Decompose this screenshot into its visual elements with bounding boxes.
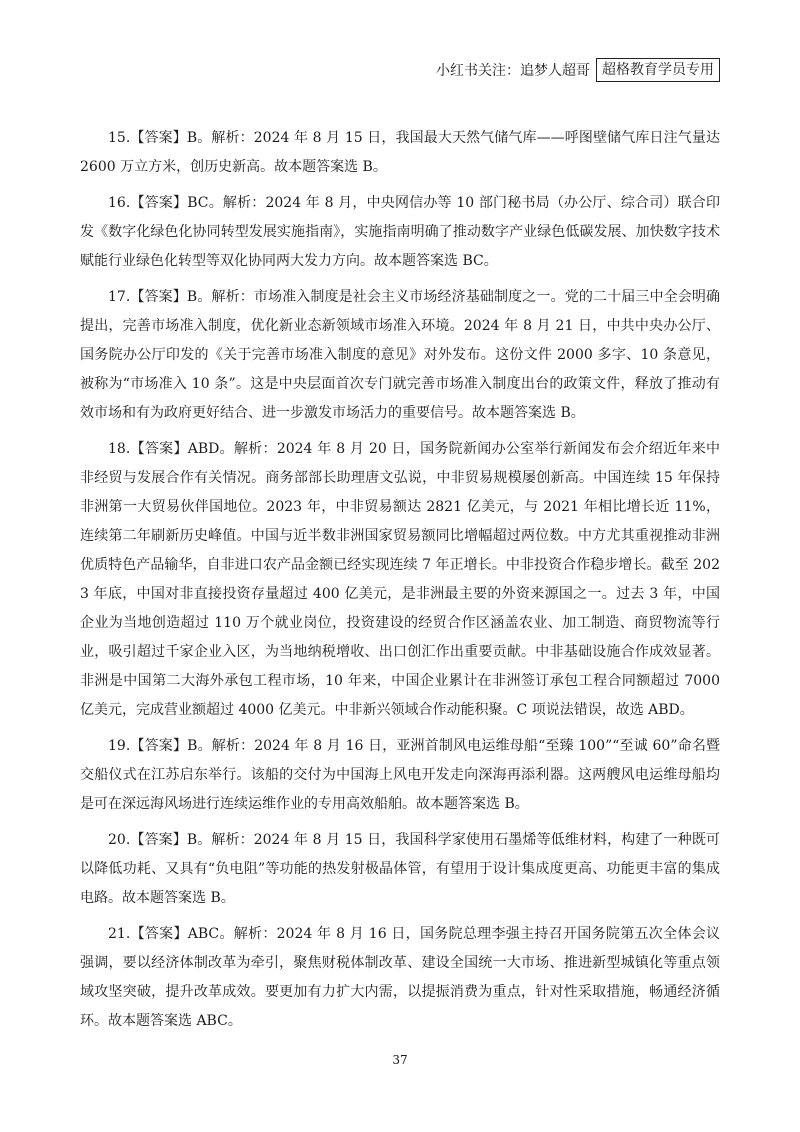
page-header: [436, 58, 720, 82]
answer-paragraph-21: 21.【答案】ABC。解析：2024 年 8 月 16 日，国务院总理李强主持召开国务院第五次全体会议强调，要以经济体制改革为牵引，聚焦财税体制改革、建设全国统一大市场、推进新型城镇化等重点领域攻坚突破，提升改革成效。要更加有力扩大内需，以提振消费为重点，针对性采取措施，畅通经济循环。故本题答案选 ABC。: [80, 926, 720, 1029]
answer-paragraph-15: 15.【答案】B。解析：2024 年 8 月 15 日，我国最大天然气储气库——呼图壁储气库日注气量达 2600 万立方米，创历史新高。故本题答案选 B。: [80, 130, 720, 175]
answer-paragraph-17: 17.【答案】B。解析：市场准入制度是社会主义市场经济基础制度之一。党的二十届三中全会明确提出，完善市场准入制度，优化新业态新领域市场准入环境。2024 年 8 月 21 日，中共中央办公厅、国务院办公厅印发的《关于完善市场准入制度的意见》对外发布。这份文件 2000 多字、10 条意见，被称为“市场准入 10 条”。这是中央层面首次专门就完善市场准入制度出台的政策文件，释放了推动有效市场和有为政府更好结合、进一步激发市场活力的重要信号。故本题答案选 B。: [80, 289, 720, 421]
answer-paragraph-18: 18.【答案】ABD。解析：2024 年 8 月 20 日，国务院新闻办公室举行新闻发布会介绍近年来中非经贸与发展合作有关情况。商务部部长助理唐文弘说，中非贸易规模屡创新高。中国连续 15 年保持非洲第一大贸易伙伴国地位。2023 年，中非贸易额达 2821 亿美元，与 2021 年相比增长近 11%，连续第二年刷新历史峰值。中国与近半数非洲国家贸易额同比增幅超过两位数。中方尤其重视推动非洲优质特色产品输华，自非进口农产品金额已经实现连续 7 年正增长。中非投资合作稳步增长。截至 2023 年底，中国对非直接投资存量超过 400 亿美元，是非洲最主要的外资来源国之一。过去 3 年，中国企业为当地创造超过 110 万个就业岗位，投资建设的经贸合作区涵盖农业、加工制造、商贸物流等行业，吸引超过千家企业入区，为当地纳税增收、出口创汇作出重要贡献。中非基础设施合作成效显著。非洲是中国第二大海外承包工程市场，10 年来，中国企业累计在非洲签订承包工程合同额超过 7000 亿美元，完成营业额超过 4000 亿美元。中非新兴领域合作动能积聚。C 项说法错误，故选 ABD。: [80, 441, 720, 718]
answer-paragraph-19: 19.【答案】B。解析：2024 年 8 月 16 日，亚洲首制风电运维母船“至臻 100”“至诚 60”命名暨交船仪式在江苏启东举行。该船的交付为中国海上风电开发走向深海再添利器。这两艘风电运维母船均是可在深远海风场进行连续运维作业的专用高效船舶。故本题答案选 B。: [80, 738, 720, 812]
answer-paragraph-16: 16.【答案】BC。解析：2024 年 8 月，中央网信办等 10 部门秘书局（办公厅、综合司）联合印发《数字化绿色化协同转型发展实施指南》，实施指南明确了推动数字产业绿色低碳发展、加快数字技术赋能行业绿色化转型等双化协同两大发力方向。故本题答案选 BC。: [80, 195, 720, 269]
page-number: 37: [392, 1053, 408, 1067]
answer-paragraph-20: 20.【答案】B。解析：2024 年 8 月 15 日，我国科学家使用石墨烯等低维材料，构建了一种既可以降低功耗、又具有“负电阻”等功能的热发射极晶体管，有望用于设计集成度更高、功能更丰富的集成电路。故本题答案选 B。: [80, 832, 720, 906]
header-badge: 超格教育学员专用: [596, 58, 720, 82]
answer-explanations: [80, 124, 720, 1043]
header-follow-text: 小红书关注：追梦人超哥: [436, 63, 590, 79]
